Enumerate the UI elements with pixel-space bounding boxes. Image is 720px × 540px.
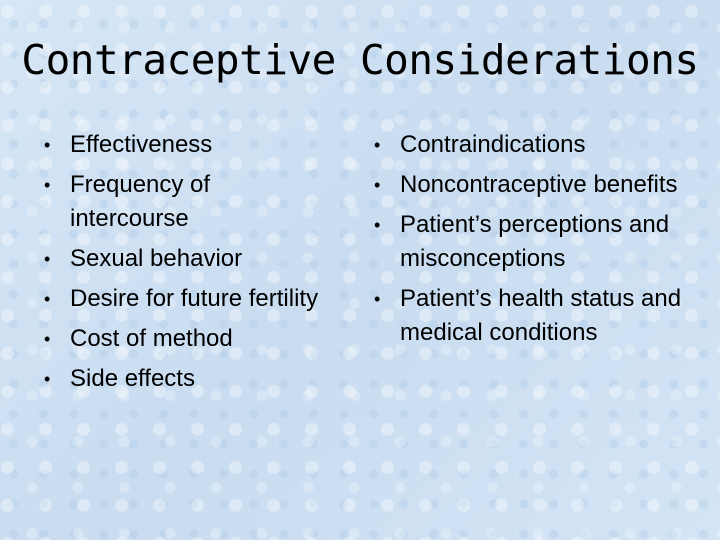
bullet-item xyxy=(40,128,320,162)
bullet-icon: • xyxy=(44,175,51,195)
bullet-text: Side effects xyxy=(70,365,195,392)
bullet-text: Patient’s perceptions and misconceptions xyxy=(400,211,670,272)
bullet-item xyxy=(370,282,700,350)
bullet-text: Sexual behavior xyxy=(70,245,243,272)
bullet-text: Contraindications xyxy=(400,131,586,158)
bullet-item xyxy=(370,128,700,162)
bullet-item xyxy=(40,282,320,316)
bullet-item xyxy=(40,322,320,356)
bullet-item xyxy=(40,168,320,236)
left-bullet-list xyxy=(40,128,320,402)
bullet-icon: • xyxy=(374,135,381,155)
bullet-icon: • xyxy=(44,289,51,309)
bullet-icon: • xyxy=(44,369,51,389)
bullet-text: Desire for future fertility xyxy=(70,285,319,312)
bullet-icon: • xyxy=(44,329,51,349)
bullet-icon: • xyxy=(44,135,51,155)
slide-title: Contraceptive Considerations xyxy=(21,36,699,84)
bullet-icon: • xyxy=(374,215,381,235)
bullet-text: Frequency of intercourse xyxy=(70,171,211,232)
bullet-text: Patient’s health status and medical conditions xyxy=(400,285,682,346)
bullet-icon: • xyxy=(374,175,381,195)
right-bullet-list xyxy=(370,128,700,356)
bullet-icon: • xyxy=(44,249,51,269)
bullet-item xyxy=(40,242,320,276)
bullet-icon: • xyxy=(374,289,381,309)
bullet-text: Effectiveness xyxy=(70,131,213,158)
bullet-item xyxy=(40,362,320,396)
bullet-text: Noncontraceptive benefits xyxy=(400,171,678,198)
bullet-item xyxy=(370,208,700,276)
bullet-text: Cost of method xyxy=(70,325,233,352)
bullet-item xyxy=(370,168,700,202)
